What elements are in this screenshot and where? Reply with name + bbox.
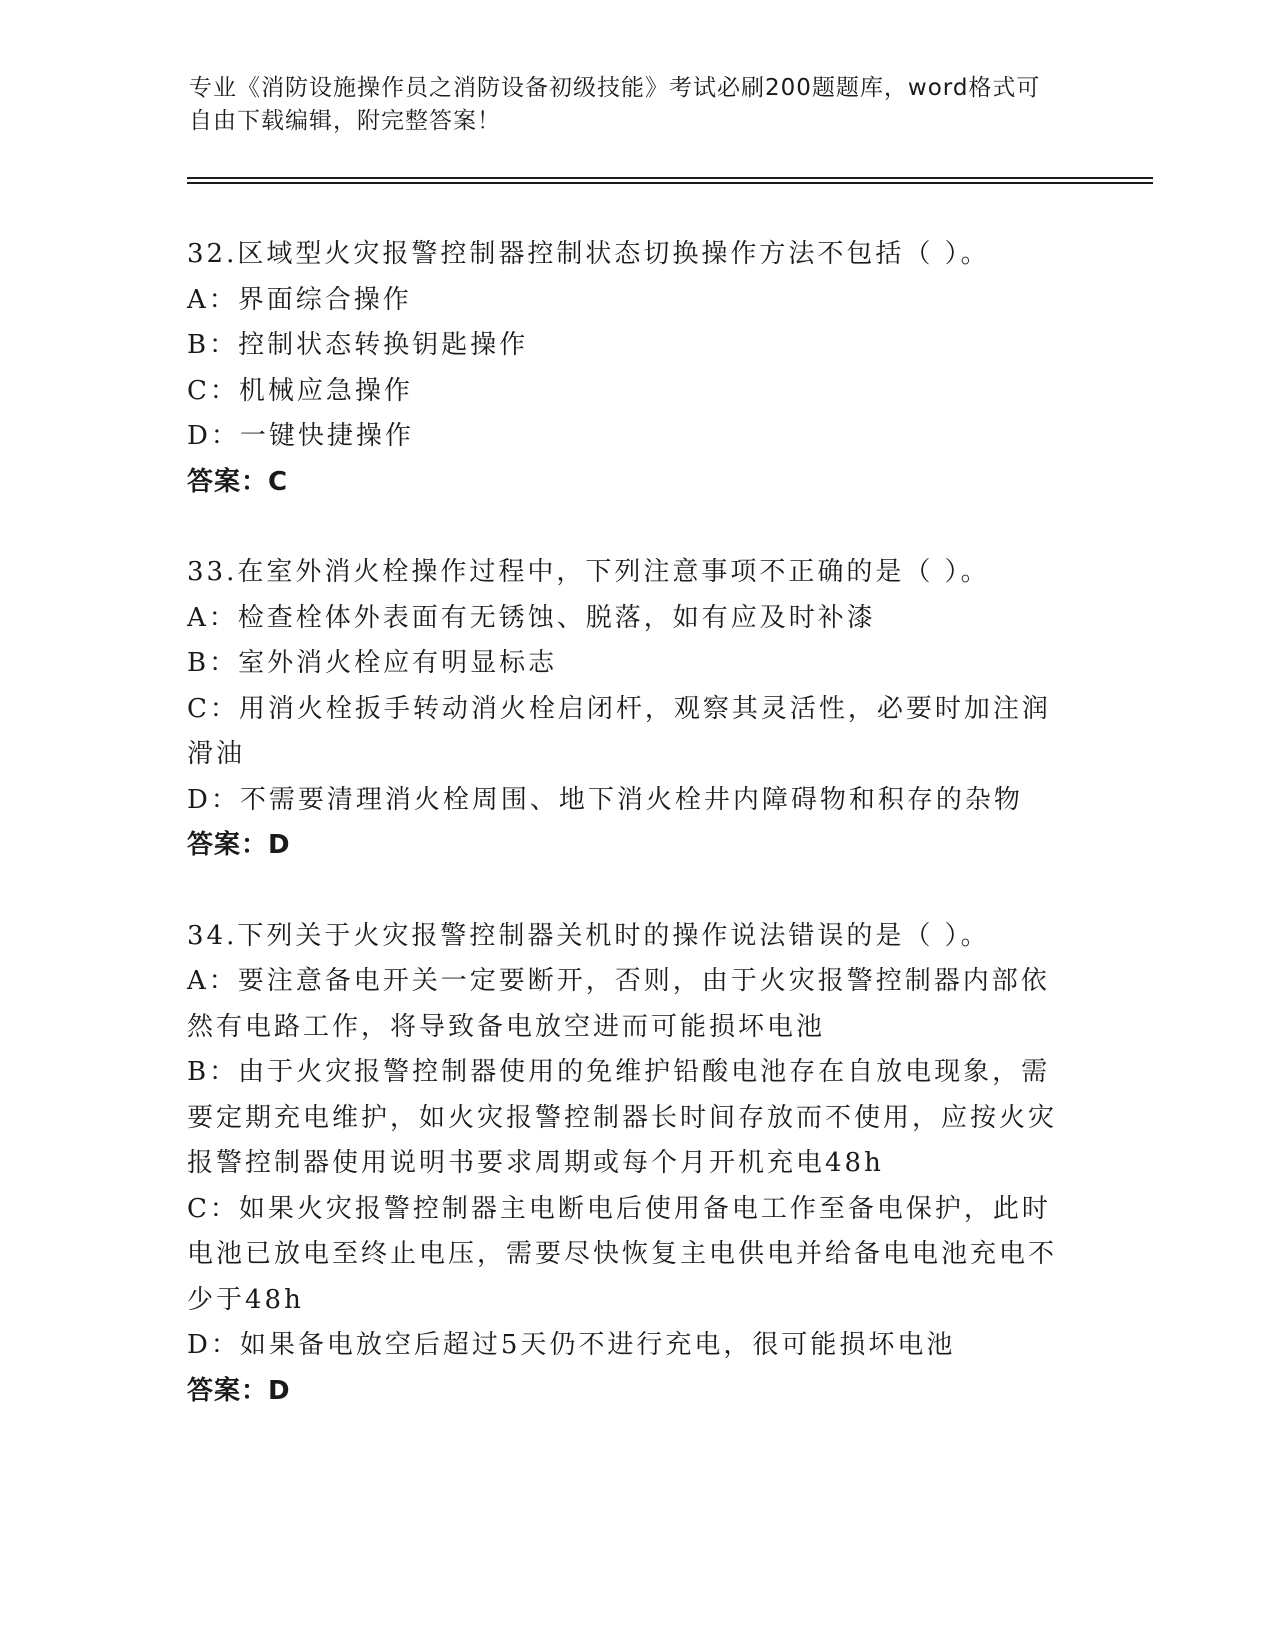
option-a: A：检查栓体外表面有无锈蚀、脱落，如有应及时补漆 [187,602,876,633]
option-d: D：一键快捷操作 [187,421,414,451]
option-a: A：要注意备电开关一定要断开，否则，由于火灾报警控制器内部依然有电路工作，将导致备电放空进而可能损坏电池 [187,966,1050,1042]
option-b: B：控制状态转换钥匙操作 [187,330,529,360]
header-line-2: 自由下载编辑，附完整答案！ [189,108,501,134]
header-divider-top [187,177,1153,179]
header-divider-bottom [187,182,1153,184]
question-list [187,232,1077,1459]
option-b: B：室外消火栓应有明显标志 [187,648,558,678]
option-d: D：如果备电放空后超过5天仍不进行充电，很可能损坏电池 [187,1330,956,1360]
option-c: C：如果火灾报警控制器主电断电后使用备电工作至备电保护，此时电池已放电至终止电压，需要尽快恢复主电供电并给备电电池充电不少于48h [187,1193,1058,1315]
document-header [189,72,1089,138]
option-a: A：界面综合操作 [187,284,412,315]
answer: 答案：D [187,830,291,860]
option-b: B：由于火灾报警控制器使用的免维护铅酸电池存在自放电现象，需要定期充电维护，如火灾报警控制器长时间存放而不使用，应按火灾报警控制器使用说明书要求周期或每个月开机充电48h [187,1057,1058,1178]
answer: 答案：D [187,1375,291,1406]
question-33 [187,550,1077,869]
option-c: C：机械应急操作 [187,375,413,406]
question-stem: 34.下列关于火灾报警控制器关机时的操作说法错误的是（ ）。 [187,920,990,951]
option-d: D：不需要清理消火栓周围、地下消火栓井内障碍物和积存的杂物 [187,784,1023,815]
question-stem: 32.区域型火灾报警控制器控制状态切换操作方法不包括（ ）。 [187,239,990,269]
question-stem: 33.在室外消火栓操作过程中，下列注意事项不正确的是（ ）。 [187,557,990,587]
question-34 [187,914,1077,1415]
option-c: C：用消火栓扳手转动消火栓启闭杆，观察其灵活性，必要时加注润滑油 [187,693,1051,769]
question-32 [187,232,1077,505]
header-line-1: 专业《消防设施操作员之消防设备初级技能》考试必刷200题题库，word格式可 [189,75,1041,101]
answer: 答案：C [187,466,289,497]
